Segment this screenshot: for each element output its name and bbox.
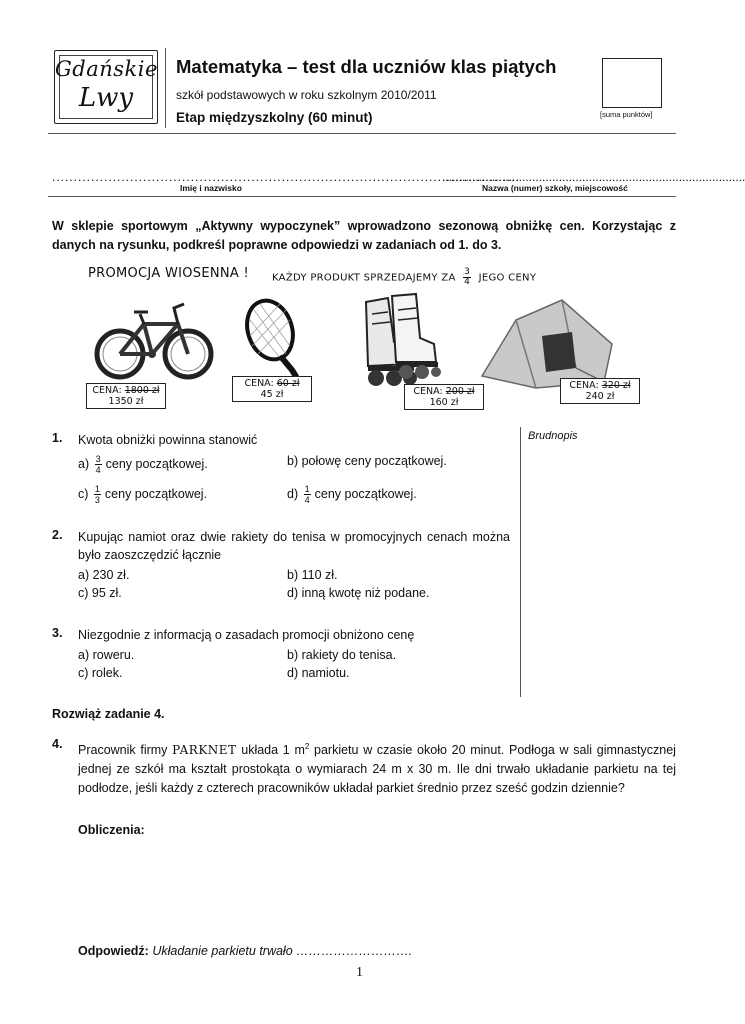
promo-fraction xyxy=(463,268,471,287)
fraction xyxy=(94,484,101,505)
question-number: 2. xyxy=(52,528,63,542)
price-tag-rollerblades xyxy=(404,384,484,410)
price-label: CENA: xyxy=(244,378,274,389)
fraction xyxy=(95,454,102,475)
school-field[interactable]: ........................................................................................... xyxy=(442,170,745,184)
task4-text-part2: układa 1 m xyxy=(241,743,305,758)
price-label: CENA: xyxy=(92,385,122,396)
fraction-den: 4 xyxy=(304,495,310,505)
answer-option-d[interactable]: d) namiotu. xyxy=(287,666,350,680)
new-price: 45 zł xyxy=(260,389,284,400)
divider xyxy=(48,133,676,134)
task4-text-part1: Pracownik firmy xyxy=(78,743,168,758)
question-number: 1. xyxy=(52,431,63,445)
price-tag-bike xyxy=(86,383,166,409)
answer-option-c[interactable]: c) rolek. xyxy=(78,666,123,680)
old-price: 60 zł xyxy=(276,378,300,389)
logo-text-line1: Gdańskie xyxy=(55,57,158,81)
page-title: Matematyka – test dla uczniów klas piątych xyxy=(176,56,557,77)
promo-text xyxy=(272,268,536,287)
option-letter: d) xyxy=(287,486,299,501)
fraction-num: 1 xyxy=(94,484,100,494)
fraction-den: 4 xyxy=(95,465,101,475)
option-letter: a) xyxy=(78,456,90,471)
answer-option-b[interactable]: b) rakiety do tenisa. xyxy=(287,648,397,662)
superscript: 2 xyxy=(304,742,310,751)
answer-option-b[interactable]: b) połowę ceny początkowej. xyxy=(287,454,447,468)
answer-option-d[interactable]: d) inną kwotę niż podane. xyxy=(287,586,430,600)
price-label: CENA: xyxy=(569,380,599,391)
scratch-area-label: Brudnopis xyxy=(528,430,578,442)
answer-option-b[interactable]: b) 110 zł. xyxy=(287,568,338,582)
promo-text-after: JEGO CENY xyxy=(478,272,537,284)
price-label: CENA: xyxy=(413,386,443,397)
price-tag-tent xyxy=(560,378,640,404)
old-price: 1800 zł xyxy=(124,385,160,396)
promo-text-before: KAŻDY PRODUKT SPRZEDAJEMY ZA xyxy=(272,272,456,284)
name-label: Imię i nazwisko xyxy=(180,183,242,193)
new-price: 160 zł xyxy=(429,397,459,408)
score-label: [suma punktów] xyxy=(600,110,653,119)
answer-label: Odpowiedź: xyxy=(78,944,149,958)
new-price: 240 zł xyxy=(585,391,615,402)
old-price: 200 zł xyxy=(445,386,475,397)
question-text: Kwota obniżki powinna stanowić xyxy=(78,433,258,447)
logo xyxy=(54,50,158,124)
question-text: Kupując namiot oraz dwie rakiety do tenisa w promocyjnych cenach można było zaoszczędzić łącznie xyxy=(78,530,510,562)
promo-title: PROMOCJA WIOSENNA ! xyxy=(88,266,250,281)
calculations-label: Obliczenia: xyxy=(78,823,145,837)
question-number: 3. xyxy=(52,626,63,640)
answer-option-a[interactable]: a) roweru. xyxy=(78,648,135,662)
intro-text: W sklepie sportowym „Aktywny wypoczynek” wprowadzono sezonową obniżkę cen. Korzystając z danych na rysunku, podkreśl poprawne odpowiedzi w zadaniach od 1. do 3. xyxy=(52,219,676,252)
score-box[interactable] xyxy=(602,58,662,108)
task4-text-part3: parkietu w czasie około 20 minut. Podłoga w sali gimnastycznej jednej ze szkół ma kształt prostokąta o wymiarach 24 m x 30 m. Ile dni trwało układanie parkietu na tej podłodze, jeśli każdy z czterech pracowników układał parkiet średnio przez sześć godzin dziennie? xyxy=(78,743,676,796)
task4-text xyxy=(78,737,676,798)
fraction-den: 3 xyxy=(94,495,100,505)
option-text: ceny początkowej. xyxy=(104,486,208,501)
price-tag-racket xyxy=(232,376,312,402)
page-subtitle: szkół podstawowych w roku szkolnym 2010/2011 xyxy=(176,88,437,102)
question-number: 4. xyxy=(52,737,63,751)
school-label: Nazwa (numer) szkoły, miejscowość xyxy=(482,183,628,193)
old-price: 320 zł xyxy=(601,380,631,391)
fraction-num: 3 xyxy=(95,454,101,464)
header-divider xyxy=(165,48,166,128)
page-number: 1 xyxy=(356,965,363,980)
promo-fraction-den: 4 xyxy=(464,277,471,287)
answer-text: Układanie parkietu trwało ………………………. xyxy=(152,944,413,958)
answer-line[interactable] xyxy=(78,944,412,958)
name-field[interactable]: ............................................................................................................ xyxy=(52,170,521,184)
rollerblades-image xyxy=(358,292,442,392)
answer-option-c[interactable]: c) 95 zł. xyxy=(78,586,122,600)
promo-fraction-num: 3 xyxy=(464,267,471,277)
answer-option-c[interactable] xyxy=(78,484,207,505)
option-letter: c) xyxy=(78,486,89,501)
new-price: 1350 zł xyxy=(108,396,144,407)
logo-text-line2: Lwy xyxy=(78,83,134,113)
exam-stage: Etap międzyszkolny (60 minut) xyxy=(176,110,373,125)
option-text: ceny początkowej. xyxy=(314,486,417,501)
divider xyxy=(48,196,676,197)
answer-option-d[interactable] xyxy=(287,484,417,505)
fraction-num: 1 xyxy=(304,484,310,494)
task4-heading: Rozwiąż zadanie 4. xyxy=(52,707,165,721)
option-text: ceny początkowej. xyxy=(105,456,208,471)
fraction xyxy=(304,484,311,505)
question-text: Niezgodnie z informacją o zasadach promocji obniżono cenę xyxy=(78,628,415,642)
answer-option-a[interactable]: a) 230 zł. xyxy=(78,568,130,582)
scratch-divider xyxy=(520,427,521,697)
company-name: PARKNET xyxy=(172,743,237,758)
answer-option-a[interactable] xyxy=(78,454,208,475)
bike-image xyxy=(92,290,216,390)
